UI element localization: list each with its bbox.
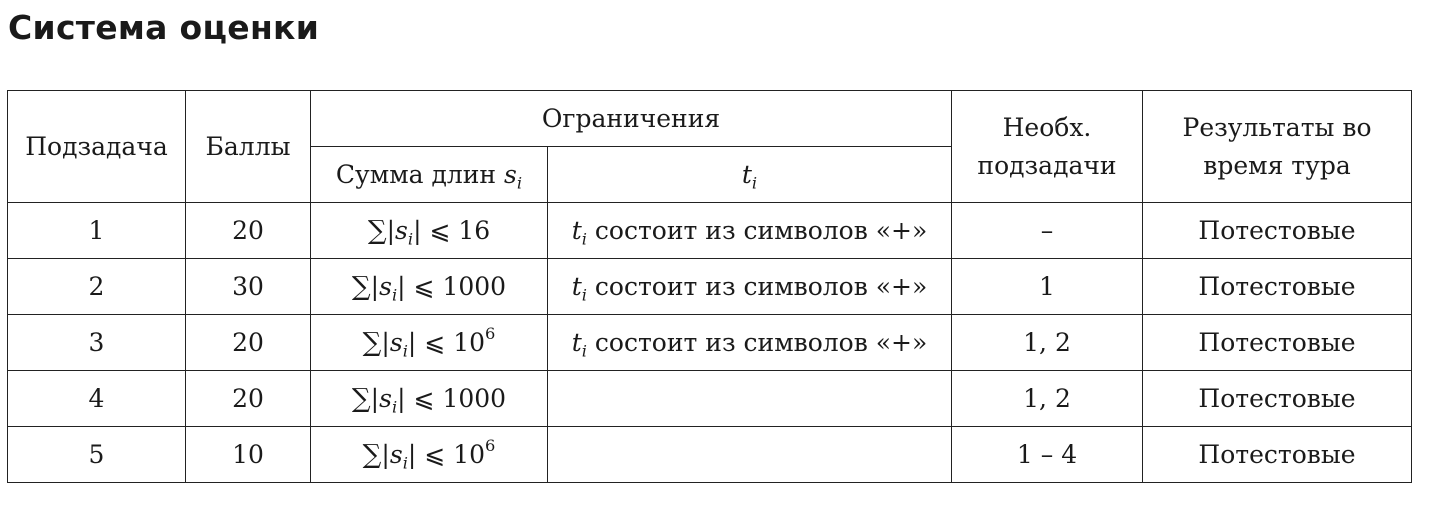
cell-t-constraint: [548, 259, 952, 315]
math-var: s: [379, 271, 392, 301]
header-t-sub: i: [751, 173, 758, 193]
header-points: Баллы: [186, 91, 311, 203]
cell-subtask: 3: [8, 315, 186, 371]
header-sum-len-var: s: [504, 160, 517, 189]
header-sum-len: [311, 147, 548, 203]
table-body: [8, 203, 1412, 483]
abs-close: |: [397, 383, 406, 413]
cell-required: –: [952, 203, 1143, 259]
math-sub: i: [391, 285, 398, 305]
table-row: [8, 259, 1412, 315]
cell-required: 1, 2: [952, 315, 1143, 371]
cell-sum-constraint: [311, 315, 548, 371]
header-results-line2: время тура: [1203, 150, 1351, 180]
table-row: [8, 427, 1412, 483]
grading-table: [7, 90, 1412, 483]
leq-symbol: ⩽: [424, 439, 446, 469]
cell-subtask: 2: [8, 259, 186, 315]
header-t-var: t: [741, 160, 752, 189]
cell-sum-constraint: [311, 371, 548, 427]
abs-open: |: [381, 439, 390, 469]
abs-close: |: [397, 271, 406, 301]
cell-results: Потестовые: [1143, 371, 1412, 427]
leq-symbol: ⩽: [429, 215, 451, 245]
cell-subtask: 1: [8, 203, 186, 259]
header-sum-len-sub: i: [516, 173, 523, 193]
cell-required: 1 – 4: [952, 427, 1143, 483]
cell-sum-constraint: [311, 427, 548, 483]
abs-close: |: [407, 439, 417, 469]
math-var: s: [389, 439, 403, 469]
cell-points: 20: [186, 371, 311, 427]
limit-value: 1000: [442, 271, 507, 301]
math-sub: i: [402, 453, 408, 473]
t-var: t: [571, 328, 582, 357]
t-constraint-text: состоит из символов «+»: [594, 272, 928, 301]
math-var: s: [389, 327, 403, 357]
leq-symbol: ⩽: [413, 383, 435, 413]
limit-value: 1000: [442, 383, 507, 413]
cell-subtask: 4: [8, 371, 186, 427]
math-sub: i: [391, 397, 398, 417]
cell-t-constraint: [548, 315, 952, 371]
cell-results: Потестовые: [1143, 427, 1412, 483]
header-required-line1: Необх.: [1002, 112, 1092, 142]
header-subtask: Подзадача: [8, 91, 186, 203]
cell-sum-constraint: [311, 259, 548, 315]
cell-results: Потестовые: [1143, 203, 1412, 259]
header-t: [548, 147, 952, 203]
limit-value: 16: [458, 215, 491, 245]
cell-results: Потестовые: [1143, 315, 1412, 371]
t-var: t: [571, 272, 582, 301]
cell-points: 20: [186, 203, 311, 259]
leq-symbol: ⩽: [413, 271, 435, 301]
cell-subtask: 5: [8, 427, 186, 483]
cell-points: 10: [186, 427, 311, 483]
table-row: [8, 203, 1412, 259]
sum-symbol: ∑: [351, 383, 371, 414]
limit-exponent: 6: [485, 435, 496, 455]
cell-sum-constraint: [311, 203, 548, 259]
header-required: [952, 91, 1143, 203]
table-row: [8, 315, 1412, 371]
table-row: [8, 371, 1412, 427]
cell-points: 30: [186, 259, 311, 315]
t-var: t: [571, 216, 582, 245]
header-sum-len-label: Сумма длин: [335, 160, 497, 189]
t-constraint-text: состоит из символов «+»: [594, 216, 928, 245]
t-sub: i: [581, 341, 587, 361]
abs-open: |: [370, 383, 380, 413]
t-sub: i: [581, 285, 587, 305]
cell-t-constraint: [548, 427, 952, 483]
cell-t-constraint: [548, 371, 952, 427]
abs-open: |: [370, 271, 380, 301]
t-sub: i: [581, 229, 587, 249]
sum-symbol: ∑: [351, 271, 371, 302]
t-constraint-text: состоит из символов «+»: [594, 328, 928, 357]
abs-open: |: [381, 327, 390, 357]
cell-t-constraint: [548, 203, 952, 259]
math-var: s: [395, 215, 408, 245]
sum-symbol: ∑: [362, 439, 382, 470]
sum-symbol: ∑: [362, 327, 382, 358]
header-results-line1: Результаты во: [1182, 112, 1372, 142]
limit-exponent: 6: [485, 323, 496, 343]
sum-symbol: ∑: [367, 215, 387, 246]
math-var: s: [379, 383, 392, 413]
abs-open: |: [386, 215, 396, 245]
limit-value: 10: [453, 439, 485, 469]
math-sub: i: [407, 229, 414, 249]
header-results: [1143, 91, 1412, 203]
math-sub: i: [402, 341, 408, 361]
leq-symbol: ⩽: [424, 327, 446, 357]
table-header-row: [8, 91, 1412, 147]
header-required-line2: подзадачи: [977, 150, 1117, 180]
abs-close: |: [413, 215, 422, 245]
cell-points: 20: [186, 315, 311, 371]
cell-required: 1, 2: [952, 371, 1143, 427]
cell-results: Потестовые: [1143, 259, 1412, 315]
page-title: Система оценки: [8, 8, 320, 47]
abs-close: |: [407, 327, 417, 357]
limit-value: 10: [453, 327, 485, 357]
cell-required: 1: [952, 259, 1143, 315]
header-constraints: Ограничения: [311, 91, 952, 147]
